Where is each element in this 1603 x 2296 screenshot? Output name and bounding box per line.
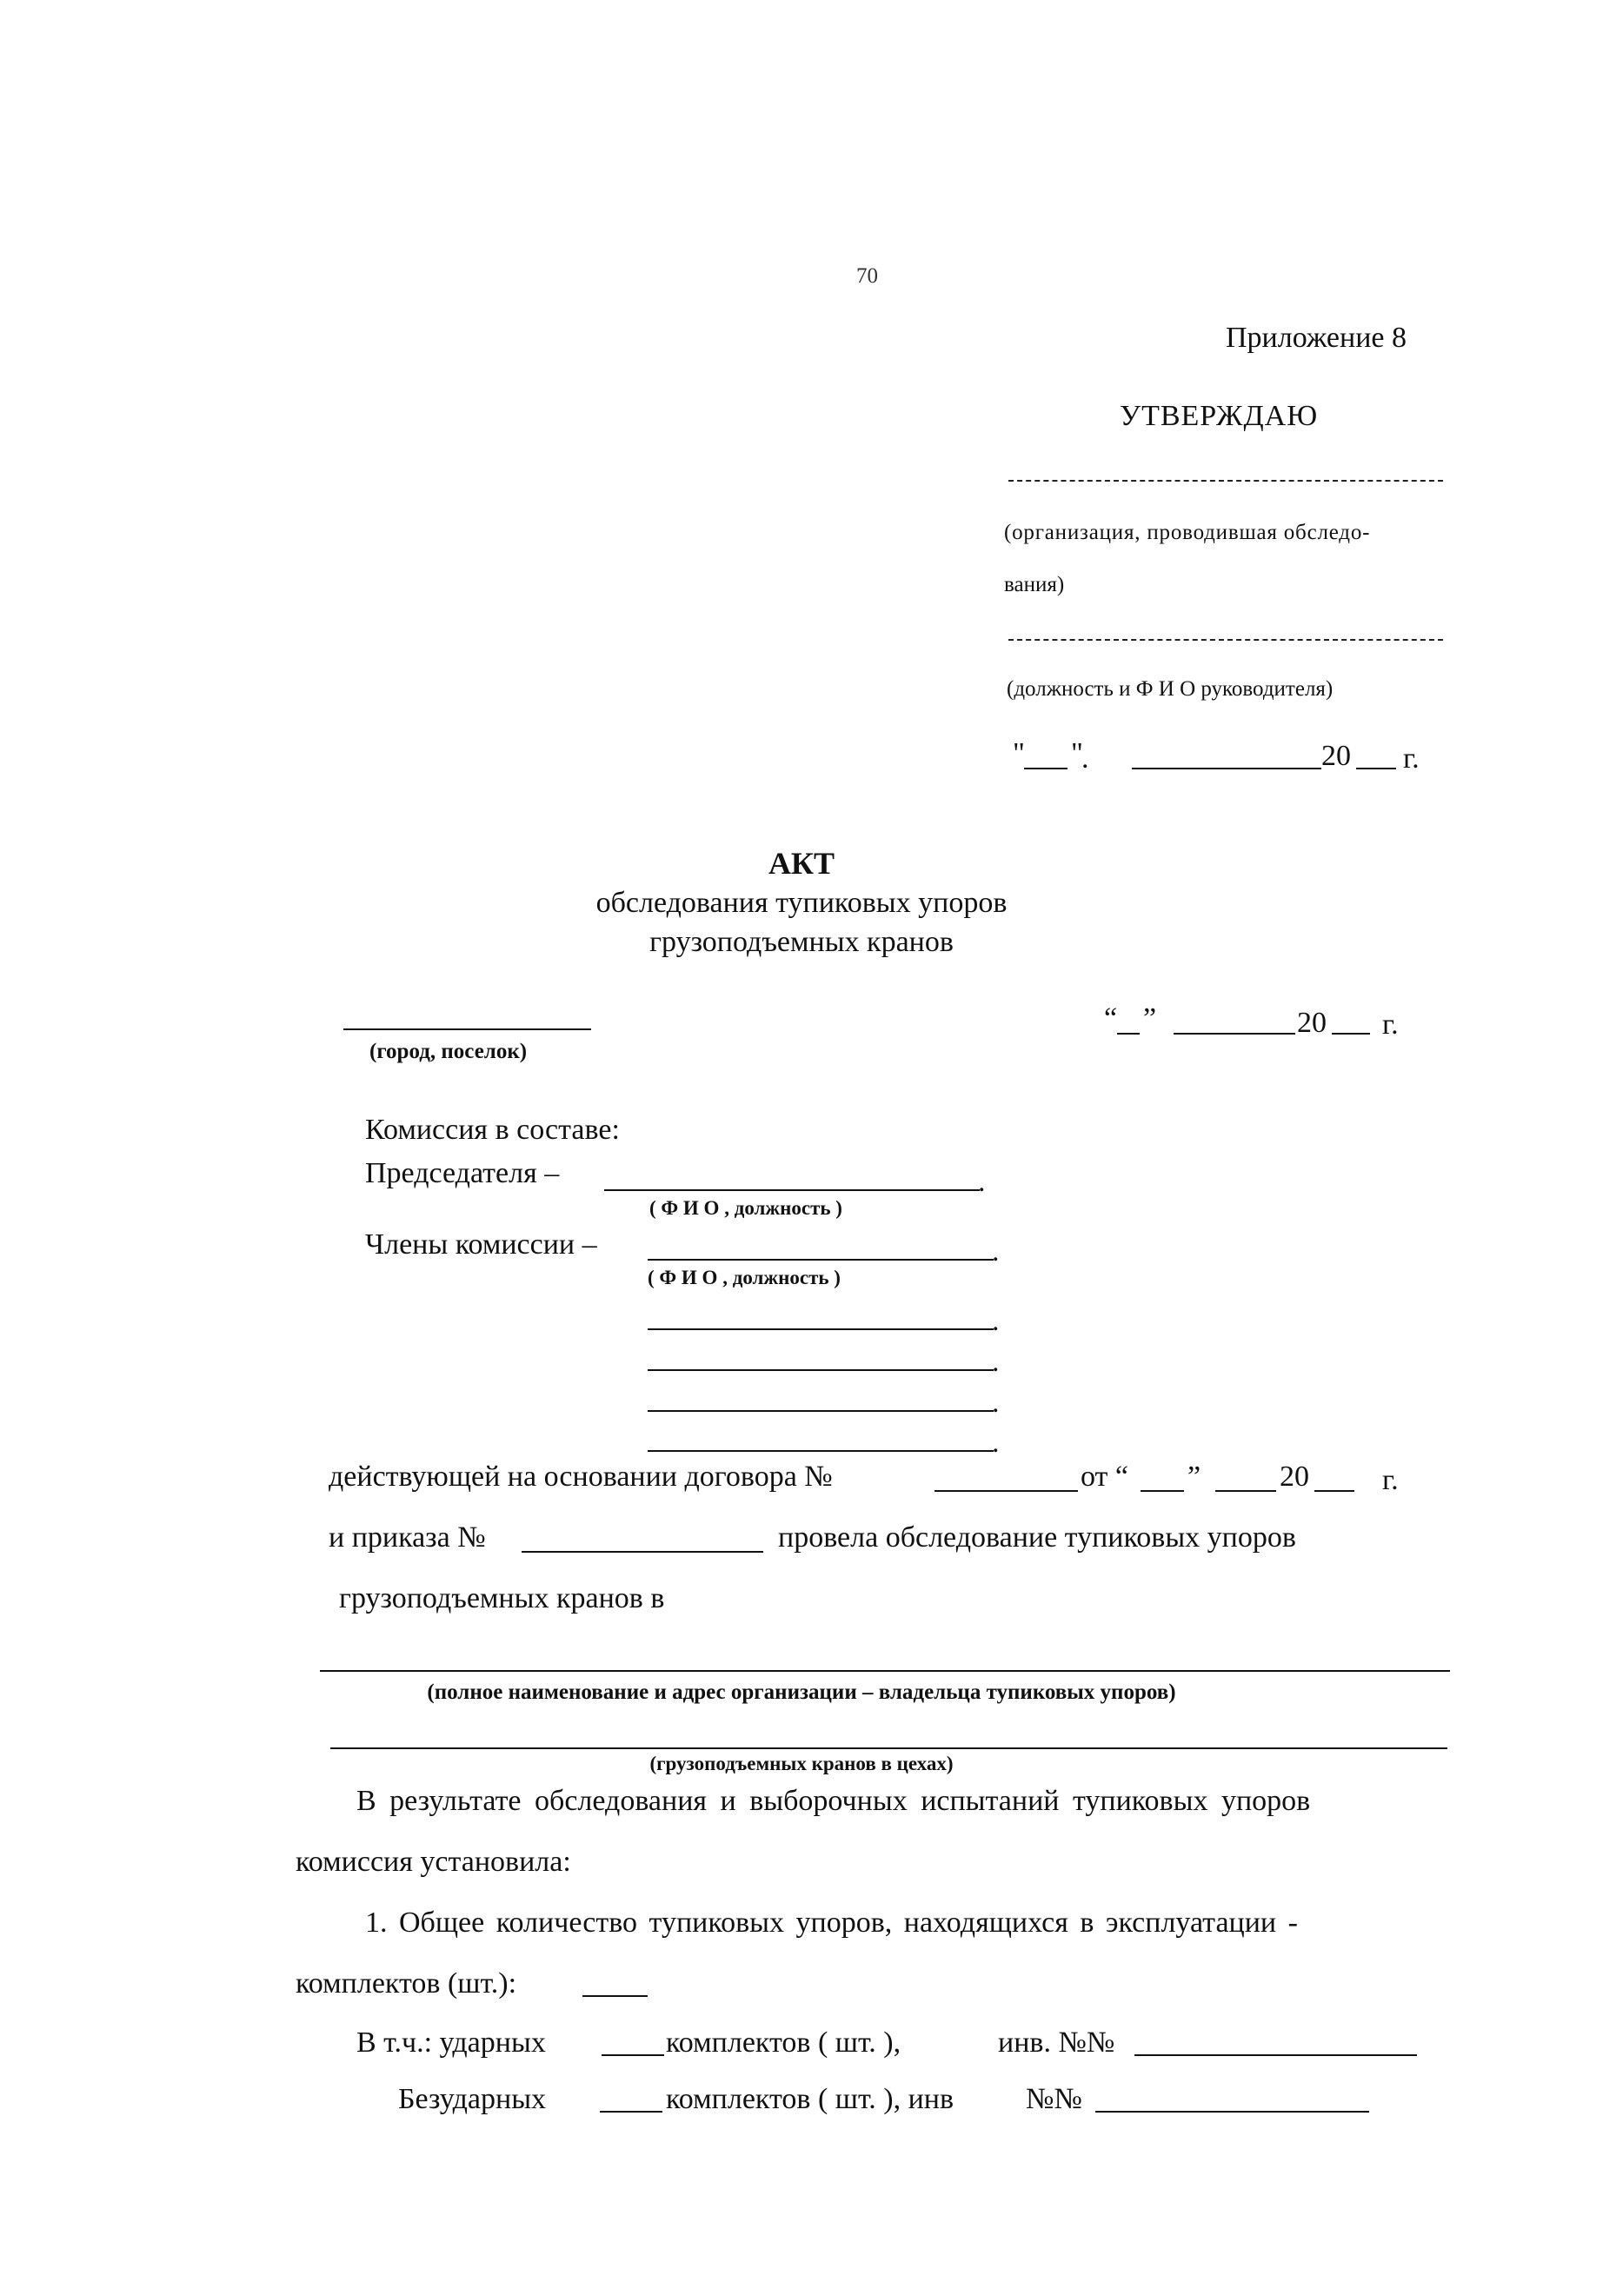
item1-line1: 1. Общее количество тупиковых упоров, находящихся в эксплуатации - bbox=[365, 1907, 1298, 1939]
member-field-2[interactable] bbox=[648, 1328, 994, 1330]
nonimpact-label: Безударных bbox=[398, 2083, 547, 2115]
impact-count-field[interactable] bbox=[602, 2054, 664, 2056]
order-number-field[interactable] bbox=[522, 1551, 763, 1553]
member-dot-2: . bbox=[992, 1305, 1000, 1337]
result-line1: В результате обследования и выборочных испытаний тупиковых упоров bbox=[356, 1785, 1311, 1817]
impact-label: В т.ч.: ударных bbox=[356, 2026, 546, 2059]
commission-heading: Комиссия в составе: bbox=[365, 1114, 620, 1146]
approve-month-field[interactable] bbox=[1132, 768, 1321, 769]
member-dot-4: . bbox=[992, 1387, 1000, 1419]
contract-year-suffix: г. bbox=[1382, 1464, 1399, 1496]
approve-year-field[interactable] bbox=[1356, 768, 1396, 769]
impact-inv-field[interactable] bbox=[1134, 2054, 1417, 2056]
member-field-1[interactable] bbox=[648, 1259, 994, 1261]
org-line[interactable] bbox=[1008, 480, 1443, 482]
contract-day-field[interactable] bbox=[1141, 1490, 1184, 1492]
approve-date-open-quote: " bbox=[1013, 737, 1025, 769]
members-label: Члены комиссии – bbox=[365, 1228, 597, 1261]
nonimpact-count-field[interactable] bbox=[600, 2111, 662, 2113]
act-subtitle-line2: грузоподъемных кранов bbox=[649, 926, 954, 958]
cranes-text: грузоподъемных кранов в bbox=[339, 1582, 665, 1614]
impact-sets-label: комплектов ( шт. ), bbox=[666, 2026, 901, 2059]
chairman-fio-hint: ( Ф И О , должность ) bbox=[649, 1197, 842, 1219]
chairman-dot: . bbox=[978, 1166, 986, 1198]
contract-month-field[interactable] bbox=[1215, 1490, 1276, 1492]
chairman-field[interactable] bbox=[604, 1189, 980, 1191]
owner-field[interactable] bbox=[320, 1670, 1450, 1672]
nonimpact-sets-label: комплектов ( шт. ), инв bbox=[666, 2083, 954, 2115]
contract-text: действующей на основании договора № bbox=[329, 1461, 833, 1493]
cranes-field[interactable] bbox=[330, 1747, 1447, 1749]
member-field-3[interactable] bbox=[648, 1369, 994, 1371]
order-text: и приказа № bbox=[329, 1521, 486, 1554]
approve-title: УТВЕРЖДАЮ bbox=[1120, 400, 1319, 432]
approve-year-prefix: 20 bbox=[1321, 740, 1351, 772]
org-hint-continued: вания) bbox=[1004, 573, 1065, 596]
act-date-open-quote: “ bbox=[1104, 1002, 1118, 1035]
members-fio-hint: ( Ф И О , должность ) bbox=[648, 1267, 841, 1288]
contract-from-text: от “ bbox=[1081, 1461, 1129, 1493]
conducted-text: провела обследование тупиковых упоров bbox=[778, 1521, 1296, 1554]
act-month-field[interactable] bbox=[1174, 1033, 1295, 1035]
owner-hint: (полное наименование и адрес организации – владельца тупиковых упоров) bbox=[427, 1680, 1176, 1704]
city-field[interactable] bbox=[343, 1028, 591, 1030]
nonimpact-inv-label: №№ bbox=[1026, 2083, 1082, 2115]
cranes-hint: (грузоподъемных кранов в цехах) bbox=[649, 1753, 954, 1774]
act-date-close-quote: ” bbox=[1143, 1002, 1157, 1035]
member-dot-5: . bbox=[992, 1427, 1000, 1459]
act-title: АКТ bbox=[768, 846, 835, 881]
city-hint: (город, поселок) bbox=[369, 1040, 528, 1063]
approve-date-close-quote: " bbox=[1071, 737, 1083, 769]
nonimpact-inv-field[interactable] bbox=[1095, 2111, 1369, 2113]
org-hint: (организация, проводившая обследо- bbox=[1004, 521, 1371, 544]
chairman-label: Председателя – bbox=[365, 1157, 560, 1189]
approve-year-suffix: г. bbox=[1403, 742, 1420, 775]
member-dot-1: . bbox=[992, 1235, 1000, 1268]
contract-year-prefix: 20 bbox=[1280, 1461, 1309, 1493]
page-number: 70 bbox=[856, 264, 878, 288]
approve-day-field[interactable] bbox=[1024, 768, 1068, 769]
act-year-suffix: г. bbox=[1382, 1008, 1399, 1041]
contract-close-quote: ” bbox=[1187, 1461, 1201, 1493]
head-hint: (должность и Ф И О руководителя) bbox=[1007, 677, 1334, 701]
contract-year-field[interactable] bbox=[1314, 1490, 1354, 1492]
act-year-prefix: 20 bbox=[1297, 1007, 1327, 1039]
act-day-field[interactable] bbox=[1117, 1033, 1140, 1035]
impact-inv-label: инв. №№ bbox=[998, 2026, 1115, 2059]
contract-number-field[interactable] bbox=[935, 1490, 1078, 1492]
member-field-4[interactable] bbox=[648, 1410, 994, 1412]
member-field-5[interactable] bbox=[648, 1450, 994, 1452]
total-count-field[interactable] bbox=[582, 1995, 648, 1997]
act-subtitle-line1: обследования тупиковых упоров bbox=[595, 887, 1008, 919]
item1-line2: комплектов (шт.): bbox=[296, 1967, 517, 2000]
appendix-label: Приложение 8 bbox=[1226, 322, 1407, 354]
approve-date-dot: . bbox=[1081, 742, 1089, 775]
act-year-field[interactable] bbox=[1332, 1033, 1370, 1035]
member-dot-3: . bbox=[992, 1346, 1000, 1378]
head-line[interactable] bbox=[1008, 639, 1443, 641]
result-line2: комиссия установила: bbox=[296, 1846, 571, 1878]
